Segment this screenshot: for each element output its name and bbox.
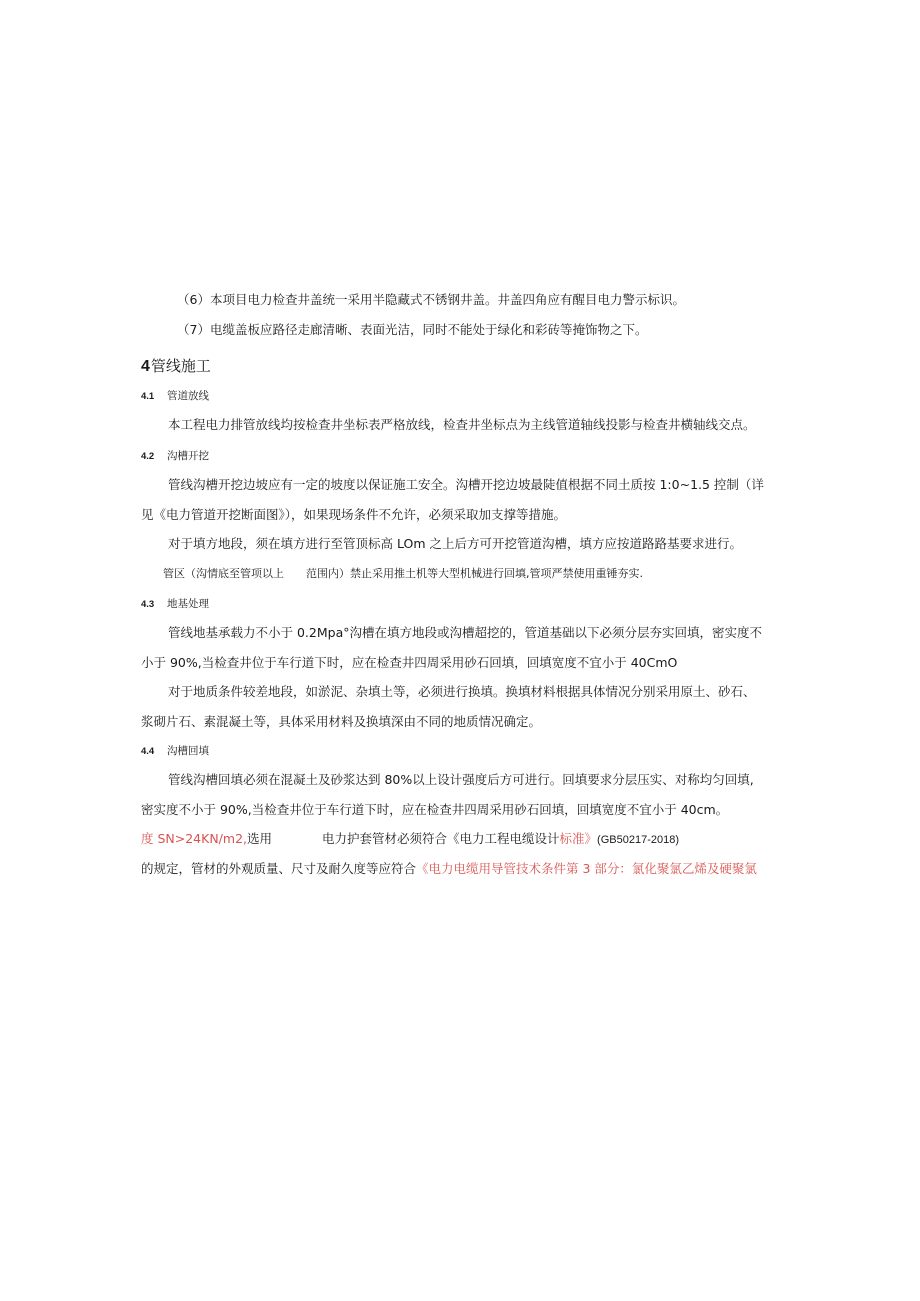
section-4-4-paragraph-3: [141, 861, 757, 877]
section-4-4-paragraph-1-line-1: 管线沟槽回填必须在混凝土及砂浆达到 80%以上设计强度后方可进行。回填要求分层压实、对称均匀回填,: [168, 772, 754, 787]
select-text: 选用: [247, 831, 273, 846]
section-4-heading: [141, 357, 211, 376]
section-4-3-heading: [141, 597, 209, 612]
section-4-2-paragraph-2: 对于填方地段，须在填方进行至管顶标高 LOm 之上后方可开挖管道沟槽，填方应按道路路基要求进行。: [168, 536, 742, 551]
section-4-3-paragraph-2-line-2: 浆砌片石、素混凝土等，具体采用材料及换填深由不同的地质情况确定。: [141, 714, 542, 729]
section-4-2-heading: [141, 449, 209, 464]
section-4-2-paragraph-1-line-1: 管线沟槽开挖边坡应有一定的坡度以保证施工安全。沟槽开挖边坡最陡值根据不同土质按 1:0~1.5 控制（详: [168, 477, 764, 492]
standard-code: (GB50217-2018): [597, 834, 679, 846]
section-4-3-number: 4.3: [141, 599, 155, 610]
item-6: （6）本项目电力检查井盖统一采用半隐藏式不锈钢井盖。井盖四角应有醒目电力警示标识。: [177, 292, 685, 307]
quality-requirement-text: 的规定，管材的外观质量、尺寸及耐久度等应符合: [141, 861, 417, 876]
section-4-2-paragraph-3-part-1: 管区（沟情底至管项以上: [163, 567, 284, 580]
section-4-4-title: 沟槽回填: [167, 745, 209, 757]
section-4-number: 4: [141, 358, 150, 375]
section-4-2-title: 沟槽开挖: [167, 450, 209, 462]
section-4-3-title: 地基处理: [167, 598, 209, 610]
section-4-3-paragraph-1-line-1: 管线地基承载力不小于 0.2Mpa°沟槽在填方地段或沟槽超挖的，管道基础以下必须分层夯实回填，密实度不: [168, 625, 762, 640]
section-4-3-paragraph-2-line-1: 对于地质条件较差地段，如淤泥、杂填土等，必须进行换填。换填材料根据具体情况分别采用原土、砂石、: [168, 684, 756, 699]
section-4-4-paragraph-1-line-2: 密实度不小于 90%,当检查井位于车行道下时，应在检查井四周采用砂石回填，回填宽度不宜小于 40cm。: [141, 802, 729, 817]
section-4-1-title: 管道放线: [167, 390, 209, 402]
section-4-1-heading: [141, 389, 209, 404]
standard-requirement-text: 电力护套管材必须符合《电力工程电缆设计: [322, 831, 560, 846]
section-4-2-paragraph-1-line-2: 见《电力管道开挖断面图》），如果现场条件不允许，必须采取加支撑等措施。: [141, 507, 567, 522]
standard-word: 标准》: [559, 831, 598, 846]
section-4-1-number: 4.1: [141, 391, 155, 402]
conduit-standard-reference: 《电力电缆用导管技术条件第 3 部分：氯化聚氯乙烯及硬聚氯: [416, 861, 757, 876]
section-4-4-number: 4.4: [141, 746, 155, 757]
section-4-2-paragraph-3-part-2: 范围内）禁止采用推土机等大型机械进行回填,管项严禁使用重锤夯实.: [306, 567, 643, 580]
section-4-2-paragraph-3: [163, 566, 643, 582]
section-4-4-heading: [141, 744, 209, 759]
section-4-4-paragraph-2: [141, 831, 679, 848]
section-4-1-paragraph: 本工程电力排管放线均按检查井坐标表严格放线，检查井坐标点为主线管道轴线投影与检查井横轴线交点。: [168, 417, 756, 432]
section-4-title: 管线施工: [150, 357, 211, 375]
section-4-3-paragraph-1-line-2: 小于 90%,当检查井位于车行道下时，应在检查井四周采用砂石回填，回填宽度不宜小于 40CmO: [141, 655, 678, 670]
section-4-2-number: 4.2: [141, 451, 155, 462]
pipe-stiffness-spec: 度 SN>24KN/m2,: [141, 831, 247, 846]
item-7: （7）电缆盖板应路径走廊清晰、表面光洁，同时不能处于绿化和彩砖等掩饰物之下。: [177, 322, 648, 337]
